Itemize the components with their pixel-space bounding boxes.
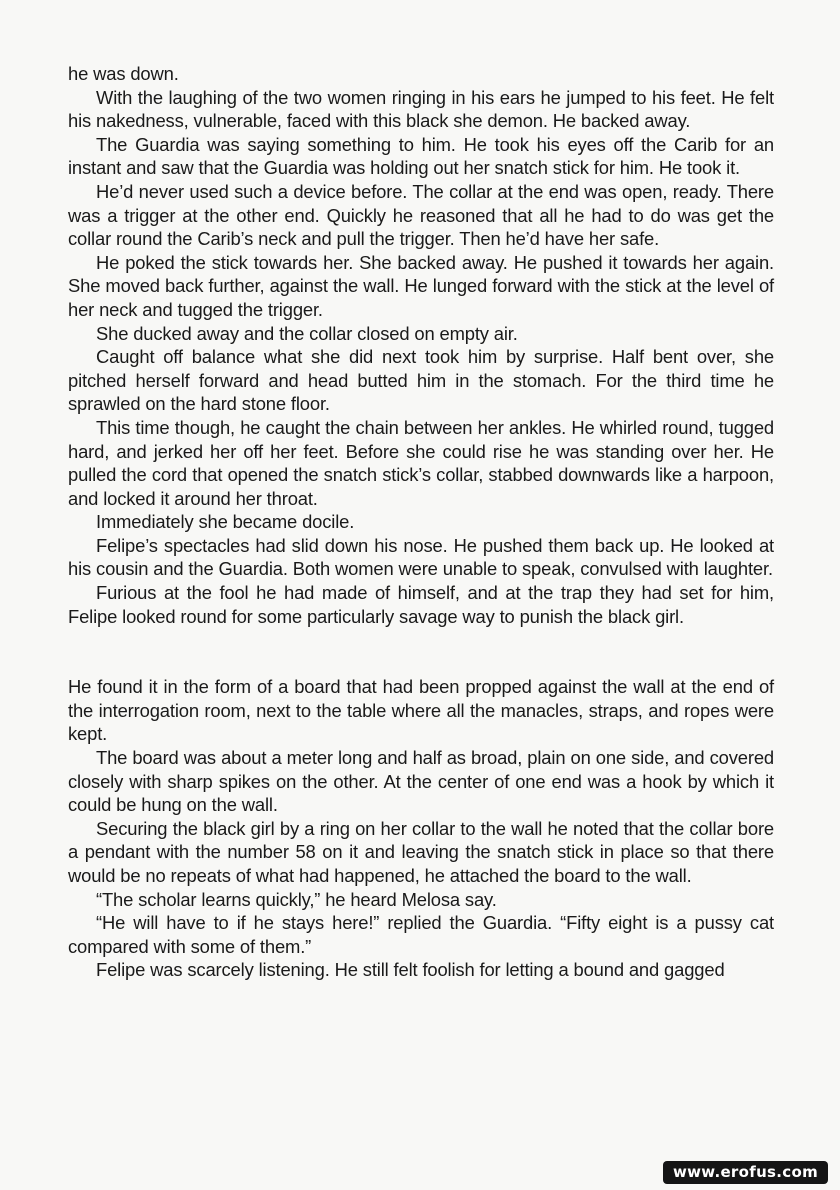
paragraph: He found it in the form of a board that had been propped against the wall at the end of the interrogation room, next to the table where all the manacles, straps, and ropes were kept. bbox=[68, 676, 774, 745]
paragraph: Felipe’s spectacles had slid down his nose. He pushed them back up. He looked at his cousin and the Guardia. Both women were unable to speak, convulsed with laughter. bbox=[68, 534, 774, 580]
paragraph: He poked the stick towards her. She backed away. He pushed it towards her again. She moved back further, against the wall. He lunged forward with the stick at the level of her neck and tugged the trigger. bbox=[68, 251, 774, 320]
text-block-2 bbox=[68, 675, 774, 982]
paragraph: Securing the black girl by a ring on her collar to the wall he noted that the collar bore a pendant with the number 58 on it and leaving the snatch stick in place so that there would be no repeats of what had happened, he attached the board to the wall. bbox=[68, 817, 774, 886]
page-text bbox=[68, 62, 774, 982]
paragraph: he was down. bbox=[68, 63, 179, 84]
section-break bbox=[68, 628, 774, 675]
paragraph: Furious at the fool he had made of himself, and at the trap they had set for him, Felipe looked round for some particularly savage way to punish the black girl. bbox=[68, 582, 774, 627]
paragraph: “The scholar learns quickly,” he heard Melosa say. bbox=[96, 888, 497, 910]
paragraph: With the laughing of the two women ringing in his ears he jumped to his feet. He felt his nakedness, vulnerable, faced with this black she demon. He backed away. bbox=[68, 86, 774, 132]
text-block-1 bbox=[68, 62, 774, 628]
paragraph: He’d never used such a device before. The collar at the end was open, ready. There was a trigger at the other end. Quickly he reasoned that all he had to do was get the collar round the Carib’s neck and pull the trigger. Then he’d have her safe. bbox=[68, 180, 774, 250]
paragraph: “He will have to if he stays here!” replied the Guardia. “Fifty eight is a pussy cat compared with some of them.” bbox=[68, 912, 774, 957]
watermark-badge: www.erofus.com bbox=[663, 1161, 828, 1184]
paragraph: She ducked away and the collar closed on empty air. bbox=[96, 322, 518, 344]
paragraph: Felipe was scarcely listening. He still felt foolish for letting a bound and gagged bbox=[96, 959, 725, 981]
paragraph: The Guardia was saying something to him. He took his eyes off the Carib for an instant and saw that the Guardia was holding out her snatch stick for him. He took it. bbox=[68, 133, 774, 179]
paragraph: This time though, he caught the chain between her ankles. He whirled round, tugged hard, and jerked her off her feet. Before she could rise he was standing over her. He pulled the cord that opened the snatch stick’s collar, stabbed downwards like a harpoon, and locked it around her throat. bbox=[68, 416, 774, 509]
paragraph: Immediately she became docile. bbox=[96, 511, 355, 533]
paragraph: Caught off balance what she did next took him by surprise. Half bent over, she pitched herself forward and head butted him in the stomach. For the third time he sprawled on the hard stone floor. bbox=[68, 346, 774, 415]
paragraph: The board was about a meter long and half as broad, plain on one side, and covered closely with sharp spikes on the other. At the center of one end was a hook by which it could be hung on the wall. bbox=[68, 747, 774, 816]
